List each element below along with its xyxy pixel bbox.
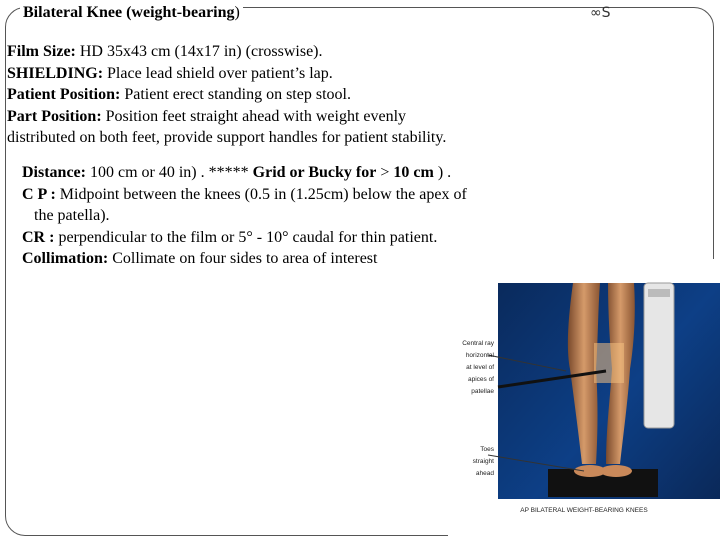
light-field xyxy=(594,343,624,383)
part-position-line-2: distributed on both feet, provide support handles for patient stability. xyxy=(7,129,447,146)
part-position-line: Part Position: Position feet straight ahead with weight evenly xyxy=(7,107,407,125)
photo-label-line: ahead xyxy=(475,470,494,477)
film-size-line: Film Size: HD 35x43 cm (14x17 in) (crosswise). xyxy=(7,43,323,60)
exposure-details xyxy=(22,162,532,270)
slide-title: Bilateral Knee (weight-bearing) xyxy=(20,4,243,22)
distance-line: Distance: 100 cm or 40 in) . ***** Grid or Bucky for > 10 cm ) . xyxy=(22,164,452,181)
photo-label-line: patellae xyxy=(471,388,494,395)
photo-label-line: straight xyxy=(472,458,494,465)
central-point-line: C P : Midpoint between the knees (0.5 in (1.25cm) below the apex of xyxy=(22,185,467,203)
positioning-details xyxy=(7,41,527,149)
photo-label-line: Toes xyxy=(480,446,494,453)
bucky-detail xyxy=(648,289,670,297)
knee-positioning-photo xyxy=(448,259,720,540)
bucky-stand xyxy=(644,283,674,428)
photo-caption: AP BILATERAL WEIGHT-BEARING KNEES xyxy=(520,507,648,514)
collimation-line: Collimation: Collimate on four sides to area of interest xyxy=(22,250,378,267)
link-icon: ∞ xyxy=(590,5,602,21)
caption-panel xyxy=(498,499,720,540)
label-panel xyxy=(448,259,498,540)
photo-label-line: horizontal xyxy=(465,352,494,359)
photo-label-line: apices of xyxy=(467,376,494,383)
right-foot xyxy=(600,465,632,477)
shielding-line: SHIELDING: Place lead shield over patient’s lap. xyxy=(7,64,333,82)
central-point-line-2: the patella). xyxy=(34,207,110,224)
slide-corner-mark: ∞S xyxy=(590,5,611,21)
photo-label-line: at level of xyxy=(466,364,494,371)
photo-label-line: Central ray xyxy=(462,340,494,347)
patient-position-line: Patient Position: Patient erect standing on step stool. xyxy=(7,86,351,103)
central-ray-line: CR : perpendicular to the film or 5° - 10° caudal for thin patient. xyxy=(22,228,438,246)
